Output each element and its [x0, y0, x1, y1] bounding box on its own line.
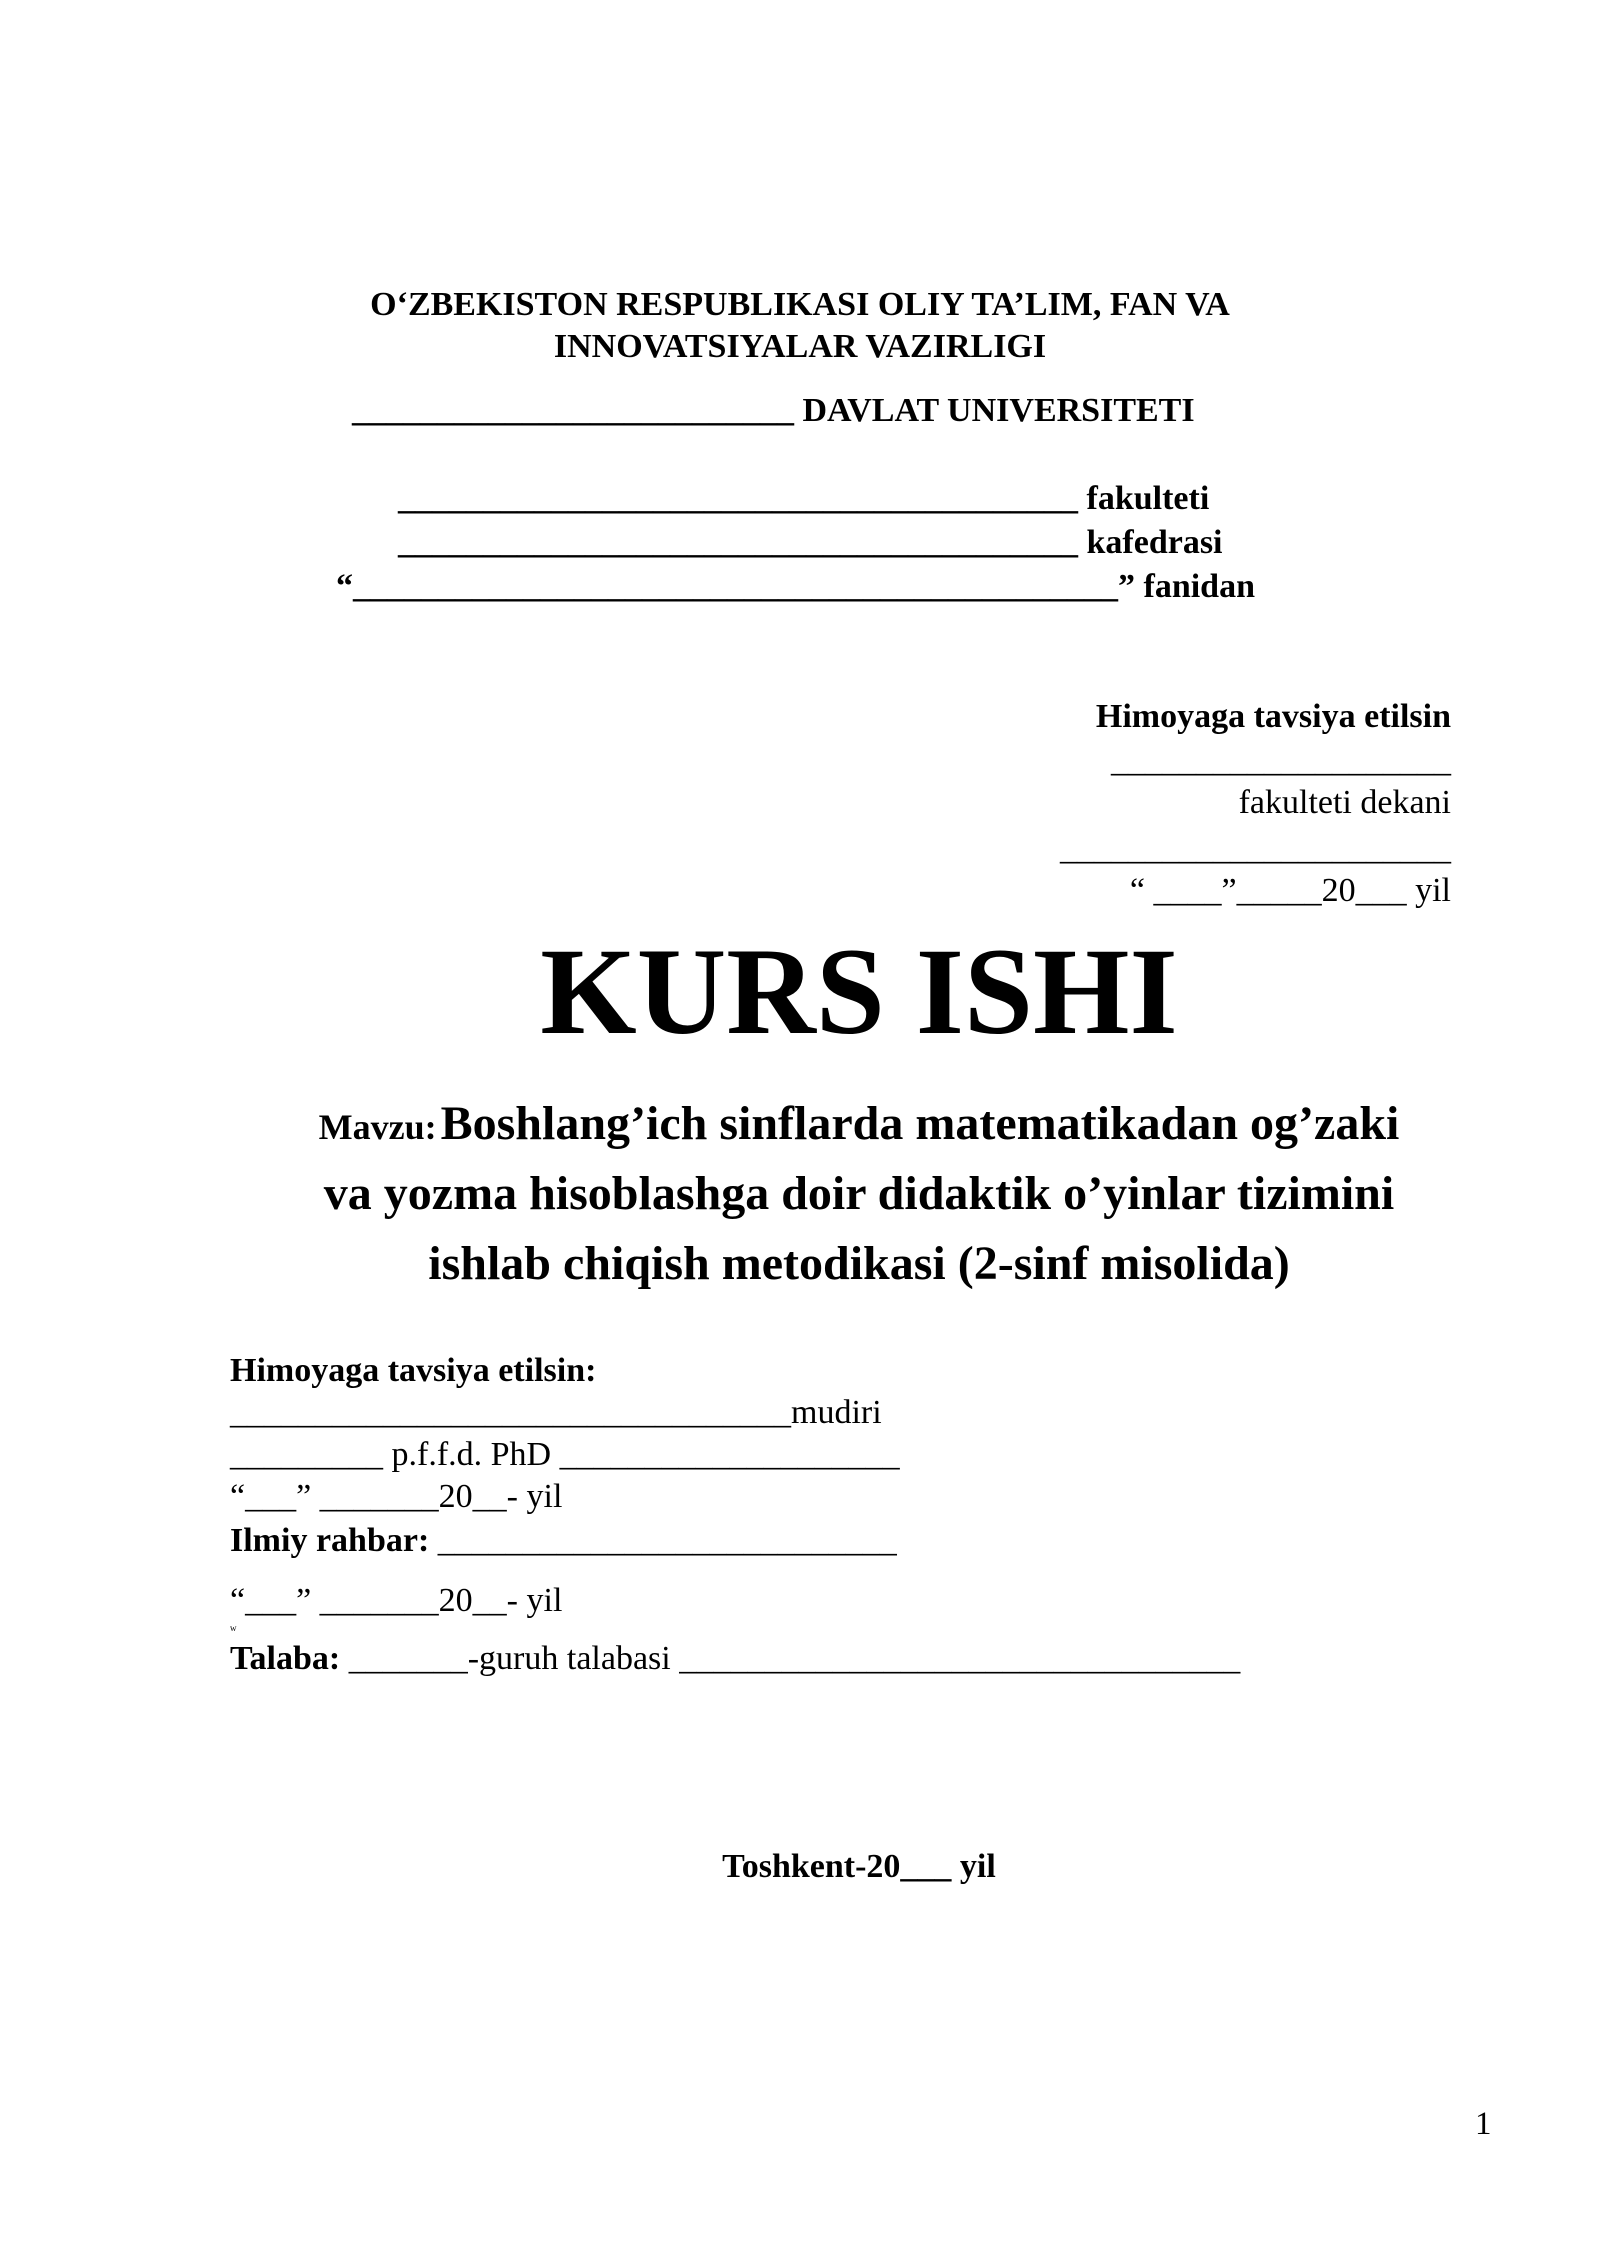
supervisor-row	[230, 1524, 897, 1558]
approval-top-line-1: ____________________	[1111, 742, 1451, 779]
student-line: _______-guruh talabasi _________________________________	[348, 1640, 1241, 1677]
approval-top-date: “ ____”_____20___ yil	[1129, 872, 1451, 909]
city-year: Toshkent-20___ yil	[722, 1848, 996, 1885]
ministry-line-1: O‘ZBEKISTON RESPUBLIKASI OLIY TA’LIM, FAN VA	[370, 286, 1230, 323]
topic-line-1: Boshlang’ich sinflarda matematikadan og’zaki	[440, 1097, 1400, 1150]
dean-label: fakulteti dekani	[1238, 784, 1451, 821]
university-line: __________________________ DAVLAT UNIVERSITETI	[352, 392, 1195, 429]
faculty-line: ________________________________________ fakulteti	[398, 480, 1210, 517]
topic-line-2: va yozma hisoblashga doir didaktik o’yinlar tizimini	[323, 1167, 1395, 1220]
approval-bottom-title: Himoyaga tavsiya etilsin:	[230, 1352, 597, 1389]
ministry-line-2: INNOVATSIYALAR VAZIRLIGI	[553, 328, 1047, 365]
approval-date-2: “___” _______20__- yil	[230, 1582, 563, 1619]
approval-top-title: Himoyaga tavsiya etilsin	[1095, 698, 1451, 735]
subject-line: “_____________________________________________” fanidan	[336, 568, 1255, 605]
student-row	[230, 1642, 1240, 1676]
topic-label: Mavzu:	[318, 1107, 437, 1147]
topic-line-1-wrap	[0, 1097, 1600, 1150]
supervisor-line: ___________________________	[437, 1522, 897, 1559]
supervisor-label: Ilmiy rahbar:	[230, 1522, 430, 1559]
page-number: 1	[1475, 2106, 1492, 2142]
department-line: ________________________________________ kafedrasi	[398, 524, 1223, 561]
document-title: KURS ISHI	[540, 923, 1178, 1060]
head-line: _________________________________mudiri	[230, 1394, 882, 1431]
phd-line: _________ p.f.f.d. PhD ____________________	[230, 1436, 900, 1473]
approval-top-line-2: _______________________	[1060, 830, 1451, 867]
tiny-mark: w	[230, 1623, 237, 1633]
topic-line-3: ishlab chiqish metodikasi (2-sinf misolida)	[428, 1237, 1290, 1290]
approval-date-1: “___” _______20__- yil	[230, 1478, 563, 1515]
student-label: Talaba:	[230, 1640, 341, 1677]
